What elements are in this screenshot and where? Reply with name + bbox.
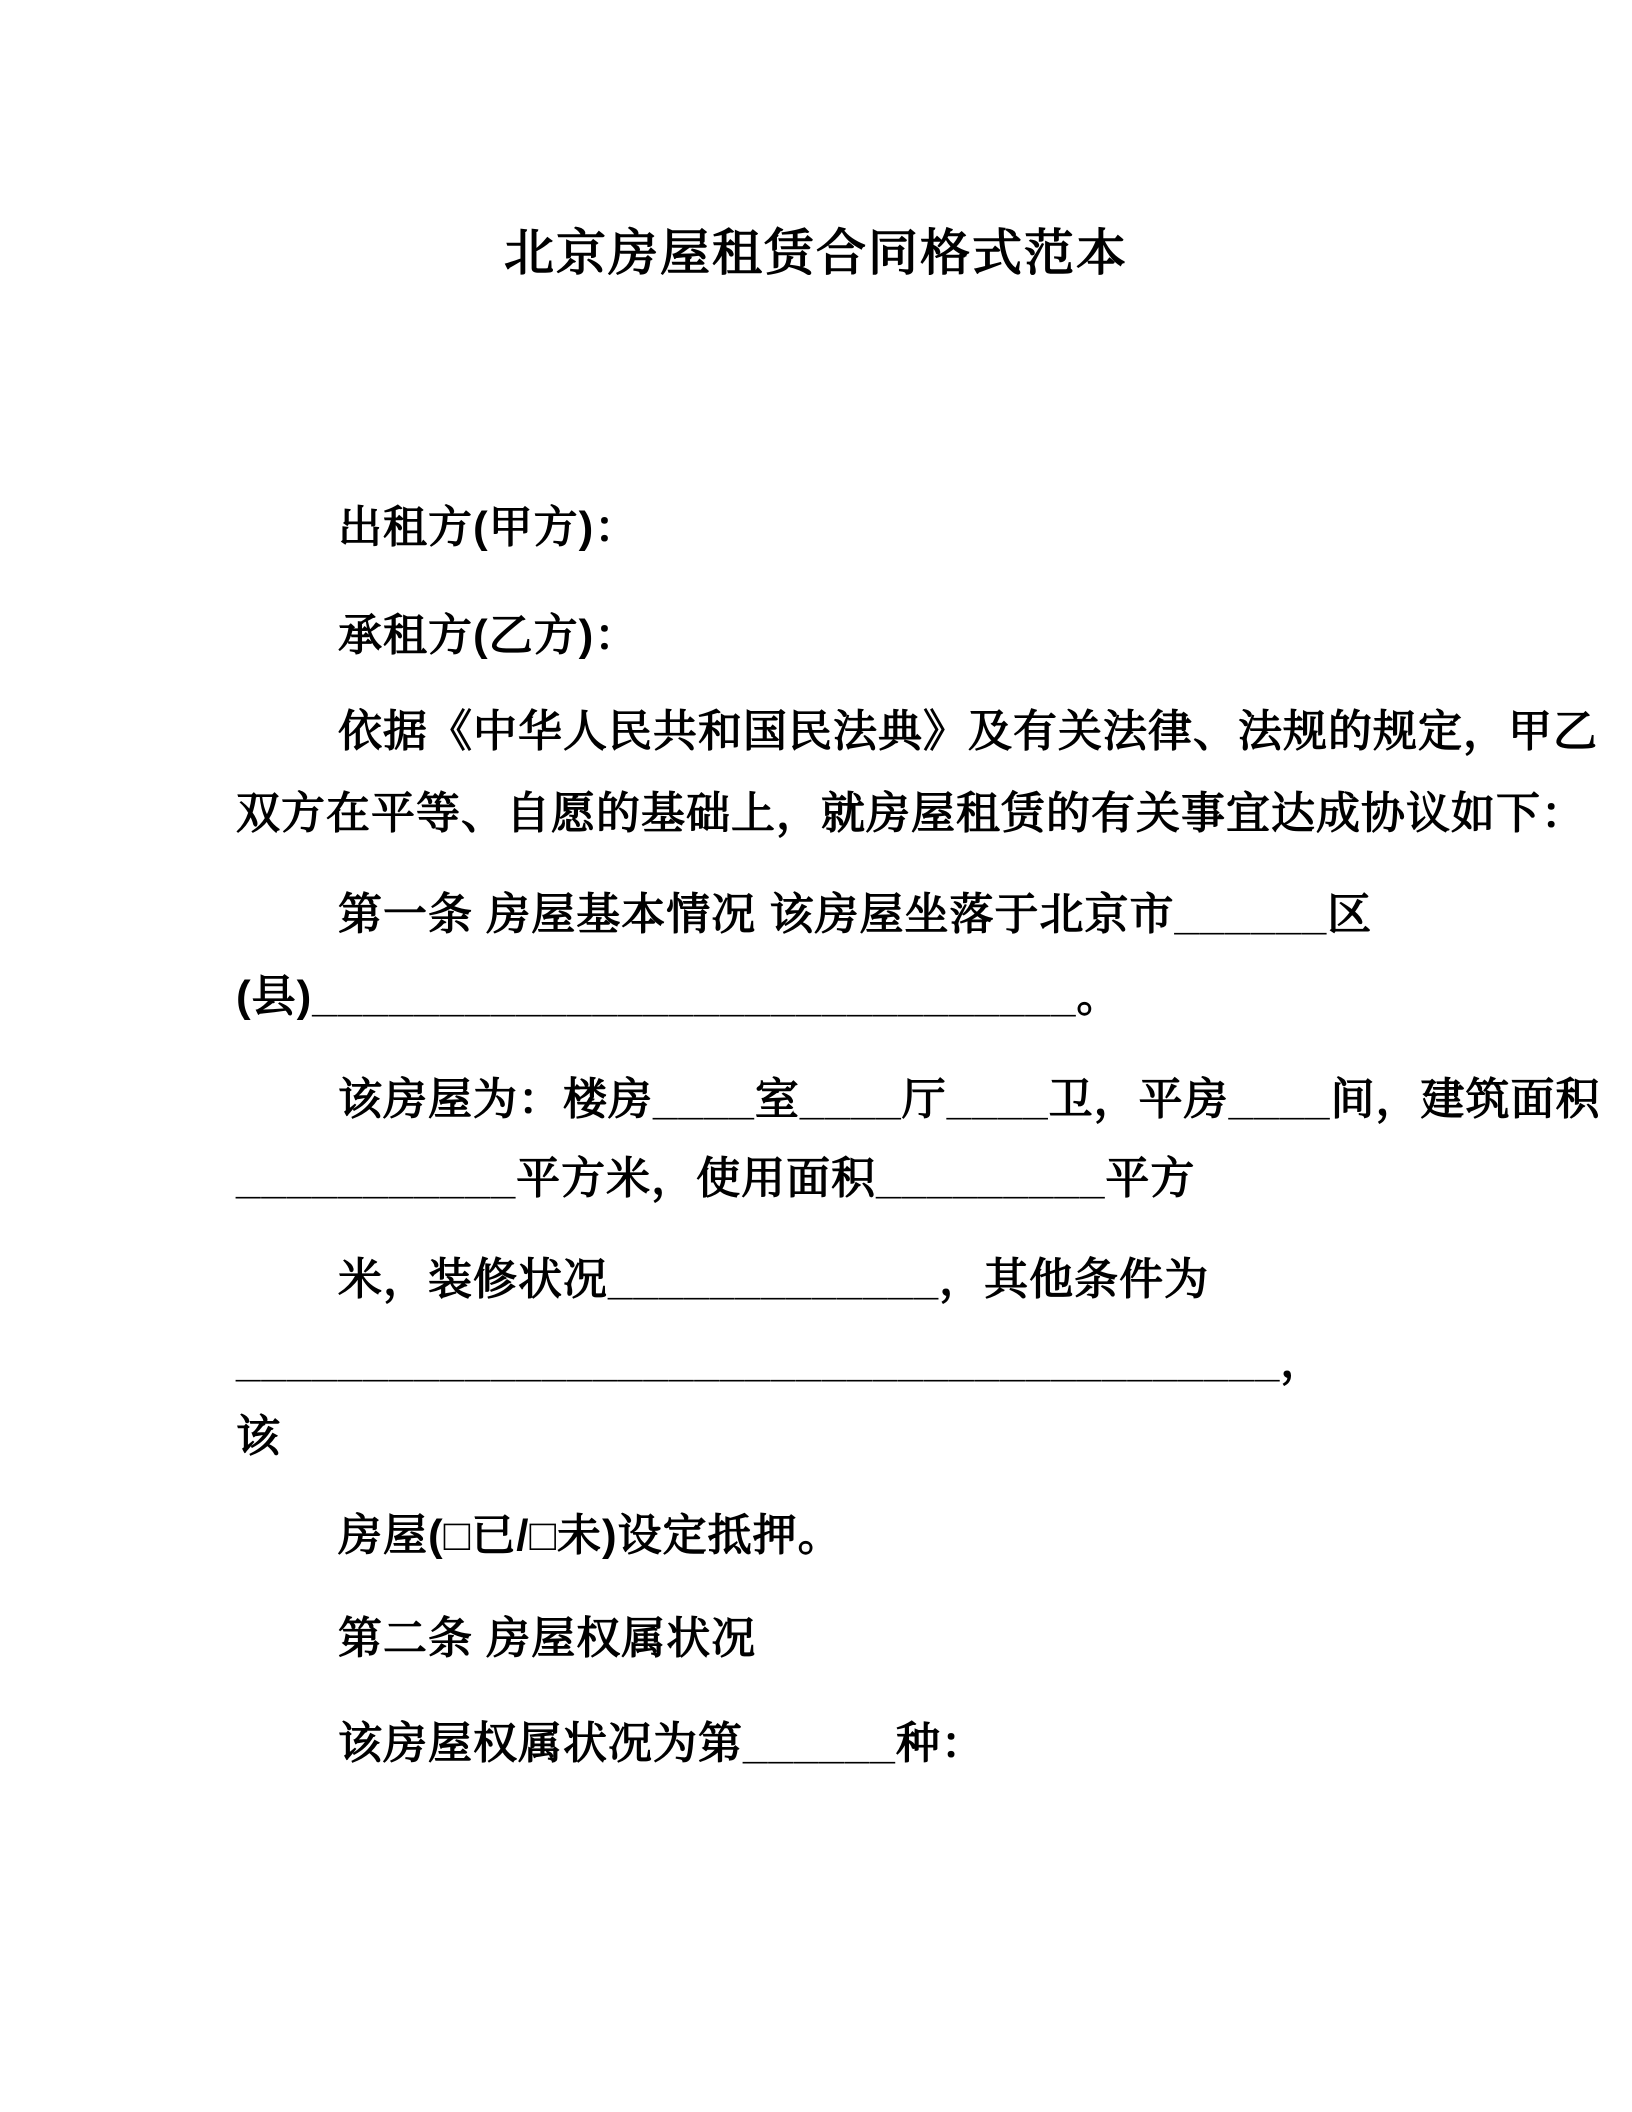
mortgage-status-line: 房屋(□已/□未)设定抵押。 — [338, 1511, 843, 1560]
page-title: 北京房屋租赁合同格式范本 — [504, 225, 1128, 281]
preamble-line-1: 依据《中华人民共和国民法典》及有关法律、法规的规定，甲乙 — [338, 707, 1598, 756]
article-1-heading-line: 第一条 房屋基本情况 该房屋坐落于北京市______区 — [338, 890, 1373, 939]
party-b-line: 承租方(乙方)： — [338, 611, 640, 660]
house-description-line-1: 该房屋为：楼房____室____厅____卫，平房____间，建筑面积 — [338, 1075, 1601, 1124]
house-description-line-3: 米，装修状况_____________，其他条件为 — [338, 1255, 1210, 1304]
house-description-line-5: 该 — [236, 1412, 281, 1461]
article-2-heading: 第二条 房屋权属状况 — [338, 1614, 757, 1663]
house-description-blank-line: _________________________________________， — [236, 1337, 1326, 1386]
house-description-line-2: ___________平方米，使用面积_________平方 — [236, 1154, 1196, 1203]
ownership-status-line: 该房屋权属状况为第______种： — [338, 1719, 986, 1768]
party-a-line: 出租方(甲方)： — [338, 503, 640, 552]
preamble-line-2: 双方在平等、自愿的基础上，就房屋租赁的有关事宜达成协议如下： — [236, 789, 1586, 838]
article-1-county-blank-line: (县)______________________________。 — [236, 972, 1122, 1021]
